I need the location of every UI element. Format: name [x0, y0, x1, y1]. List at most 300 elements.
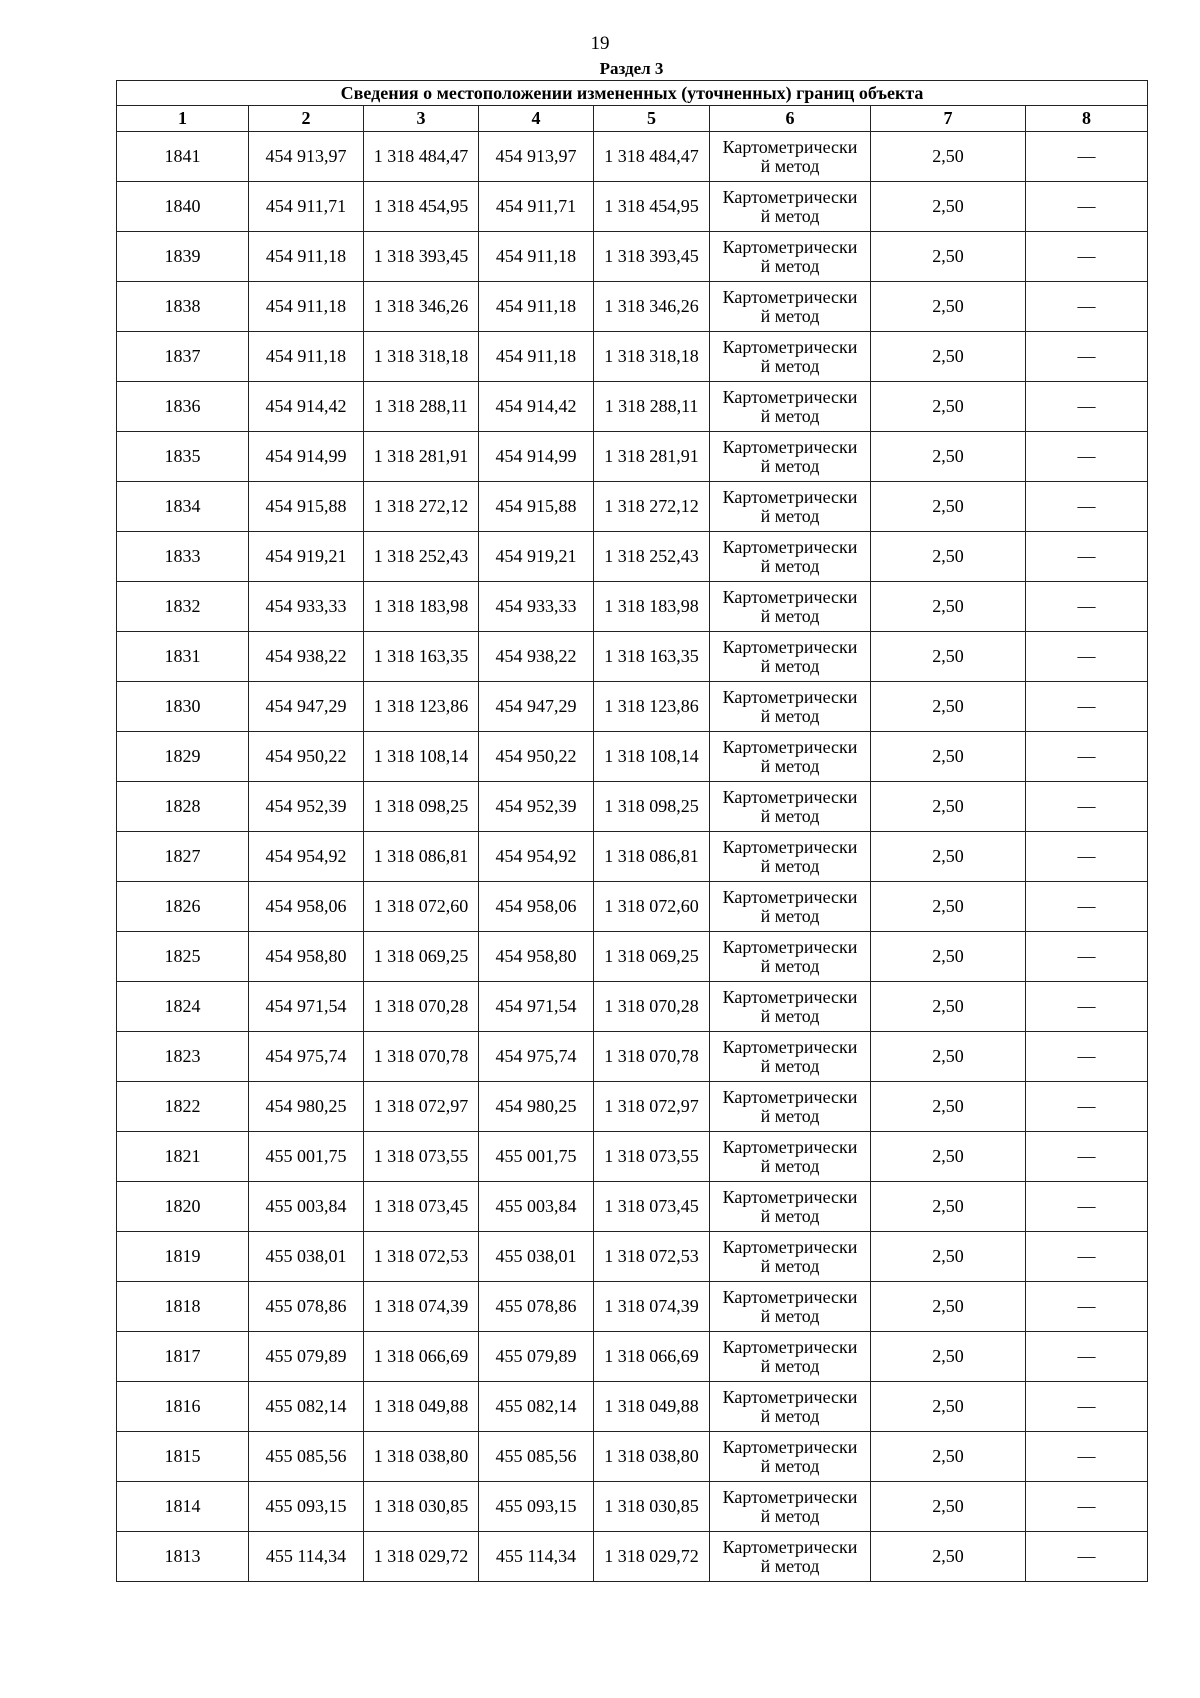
x-new-cell: 455 038,01 — [479, 1232, 594, 1282]
method-line: Картометрически — [722, 886, 858, 907]
y-existing-cell: 1 318 072,97 — [364, 1082, 479, 1132]
method-cell — [710, 1132, 871, 1182]
accuracy-cell: 2,50 — [871, 532, 1026, 582]
point-number-cell: 1839 — [117, 232, 249, 282]
y-new-cell: 1 318 029,72 — [594, 1532, 710, 1582]
method-line: й метод — [760, 1205, 820, 1226]
method-line: й метод — [760, 1255, 820, 1276]
point-number-cell: 1838 — [117, 282, 249, 332]
accuracy-cell: 2,50 — [871, 1082, 1026, 1132]
x-new-cell: 454 980,25 — [479, 1082, 594, 1132]
method-line: Картометрически — [722, 836, 858, 857]
y-existing-cell: 1 318 073,55 — [364, 1132, 479, 1182]
accuracy-cell: 2,50 — [871, 1132, 1026, 1182]
x-existing-cell: 455 001,75 — [249, 1132, 364, 1182]
note-cell: — — [1026, 282, 1148, 332]
y-existing-cell: 1 318 072,60 — [364, 882, 479, 932]
method-line: Картометрически — [722, 336, 858, 357]
y-existing-cell: 1 318 086,81 — [364, 832, 479, 882]
method-line: Картометрически — [722, 586, 858, 607]
y-existing-cell: 1 318 030,85 — [364, 1482, 479, 1532]
x-existing-cell: 455 114,34 — [249, 1532, 364, 1582]
accuracy-cell: 2,50 — [871, 1332, 1026, 1382]
y-existing-cell: 1 318 252,43 — [364, 532, 479, 582]
method-line: й метод — [760, 405, 820, 426]
point-number-cell: 1822 — [117, 1082, 249, 1132]
note-cell: — — [1026, 1282, 1148, 1332]
method-line: й метод — [760, 1505, 820, 1526]
method-line: Картометрически — [722, 736, 858, 757]
method-cell — [710, 732, 871, 782]
accuracy-cell: 2,50 — [871, 1482, 1026, 1532]
y-new-cell: 1 318 070,28 — [594, 982, 710, 1032]
point-number-cell: 1825 — [117, 932, 249, 982]
method-line: Картометрически — [722, 986, 858, 1007]
table-row — [117, 982, 1148, 1032]
method-cell — [710, 382, 871, 432]
method-cell — [710, 832, 871, 882]
note-cell: — — [1026, 1332, 1148, 1382]
x-existing-cell: 454 911,71 — [249, 182, 364, 232]
method-line: Картометрически — [722, 686, 858, 707]
table-row — [117, 532, 1148, 582]
method-line: й метод — [760, 705, 820, 726]
y-existing-cell: 1 318 038,80 — [364, 1432, 479, 1482]
table-row — [117, 782, 1148, 832]
method-line: Картометрически — [722, 536, 858, 557]
method-line: Картометрически — [722, 486, 858, 507]
note-cell: — — [1026, 1232, 1148, 1282]
x-new-cell: 454 911,18 — [479, 282, 594, 332]
method-line: Картометрически — [722, 786, 858, 807]
table-row — [117, 282, 1148, 332]
y-existing-cell: 1 318 272,12 — [364, 482, 479, 532]
x-new-cell: 455 001,75 — [479, 1132, 594, 1182]
x-new-cell: 454 947,29 — [479, 682, 594, 732]
table-row — [117, 1482, 1148, 1532]
note-cell: — — [1026, 1082, 1148, 1132]
note-cell: — — [1026, 182, 1148, 232]
y-new-cell: 1 318 484,47 — [594, 132, 710, 182]
y-new-cell: 1 318 272,12 — [594, 482, 710, 532]
y-new-cell: 1 318 072,53 — [594, 1232, 710, 1282]
note-cell: — — [1026, 932, 1148, 982]
method-line: Картометрически — [722, 1286, 858, 1307]
note-cell: — — [1026, 1032, 1148, 1082]
method-cell — [710, 1232, 871, 1282]
x-new-cell: 454 914,99 — [479, 432, 594, 482]
accuracy-cell: 2,50 — [871, 182, 1026, 232]
note-cell: — — [1026, 732, 1148, 782]
point-number-cell: 1826 — [117, 882, 249, 932]
y-new-cell: 1 318 163,35 — [594, 632, 710, 682]
x-existing-cell: 454 933,33 — [249, 582, 364, 632]
y-new-cell: 1 318 318,18 — [594, 332, 710, 382]
x-existing-cell: 454 913,97 — [249, 132, 364, 182]
note-cell: — — [1026, 532, 1148, 582]
accuracy-cell: 2,50 — [871, 1432, 1026, 1482]
point-number-cell: 1814 — [117, 1482, 249, 1532]
point-number-cell: 1837 — [117, 332, 249, 382]
method-line: й метод — [760, 1405, 820, 1426]
point-number-cell: 1841 — [117, 132, 249, 182]
y-new-cell: 1 318 074,39 — [594, 1282, 710, 1332]
table-row — [117, 1182, 1148, 1232]
y-new-cell: 1 318 072,97 — [594, 1082, 710, 1132]
y-new-cell: 1 318 030,85 — [594, 1482, 710, 1532]
table-row — [117, 632, 1148, 682]
method-cell — [710, 132, 871, 182]
point-number-cell: 1827 — [117, 832, 249, 882]
method-line: й метод — [760, 355, 820, 376]
x-existing-cell: 454 971,54 — [249, 982, 364, 1032]
table-row — [117, 932, 1148, 982]
method-cell — [710, 1532, 871, 1582]
method-cell — [710, 182, 871, 232]
accuracy-cell: 2,50 — [871, 382, 1026, 432]
accuracy-cell: 2,50 — [871, 632, 1026, 682]
y-existing-cell: 1 318 073,45 — [364, 1182, 479, 1232]
method-line: й метод — [760, 205, 820, 226]
point-number-cell: 1819 — [117, 1232, 249, 1282]
x-existing-cell: 454 947,29 — [249, 682, 364, 732]
y-new-cell: 1 318 123,86 — [594, 682, 710, 732]
point-number-cell: 1828 — [117, 782, 249, 832]
method-line: й метод — [760, 255, 820, 276]
y-existing-cell: 1 318 098,25 — [364, 782, 479, 832]
note-cell: — — [1026, 482, 1148, 532]
point-number-cell: 1832 — [117, 582, 249, 632]
method-cell — [710, 482, 871, 532]
note-cell: — — [1026, 1532, 1148, 1582]
point-number-cell: 1816 — [117, 1382, 249, 1432]
method-line: й метод — [760, 305, 820, 326]
note-cell: — — [1026, 432, 1148, 482]
note-cell: — — [1026, 582, 1148, 632]
point-number-cell: 1824 — [117, 982, 249, 1032]
y-new-cell: 1 318 252,43 — [594, 532, 710, 582]
accuracy-cell: 2,50 — [871, 832, 1026, 882]
y-existing-cell: 1 318 346,26 — [364, 282, 479, 332]
x-new-cell: 454 950,22 — [479, 732, 594, 782]
y-new-cell: 1 318 281,91 — [594, 432, 710, 482]
y-new-cell: 1 318 086,81 — [594, 832, 710, 882]
x-existing-cell: 454 919,21 — [249, 532, 364, 582]
table-row — [117, 232, 1148, 282]
y-new-cell: 1 318 073,55 — [594, 1132, 710, 1182]
table-row — [117, 832, 1148, 882]
y-new-cell: 1 318 066,69 — [594, 1332, 710, 1382]
x-existing-cell: 454 911,18 — [249, 232, 364, 282]
note-cell: — — [1026, 232, 1148, 282]
table-row — [117, 1132, 1148, 1182]
method-cell — [710, 682, 871, 732]
note-cell: — — [1026, 1482, 1148, 1532]
x-new-cell: 455 003,84 — [479, 1182, 594, 1232]
x-new-cell: 455 079,89 — [479, 1332, 594, 1382]
x-new-cell: 454 952,39 — [479, 782, 594, 832]
note-cell: — — [1026, 132, 1148, 182]
method-cell — [710, 1482, 871, 1532]
table-row — [117, 1432, 1148, 1482]
table-row — [117, 682, 1148, 732]
method-line: Картометрически — [722, 936, 858, 957]
method-line: й метод — [760, 1055, 820, 1076]
method-line: Картометрически — [722, 1136, 858, 1157]
method-cell — [710, 432, 871, 482]
x-new-cell: 454 914,42 — [479, 382, 594, 432]
accuracy-cell: 2,50 — [871, 1032, 1026, 1082]
method-line: й метод — [760, 455, 820, 476]
point-number-cell: 1818 — [117, 1282, 249, 1332]
x-existing-cell: 454 975,74 — [249, 1032, 364, 1082]
method-line: й метод — [760, 1155, 820, 1176]
table-row — [117, 1382, 1148, 1432]
table-row — [117, 182, 1148, 232]
y-new-cell: 1 318 069,25 — [594, 932, 710, 982]
accuracy-cell: 2,50 — [871, 1182, 1026, 1232]
point-number-cell: 1831 — [117, 632, 249, 682]
point-number-cell: 1829 — [117, 732, 249, 782]
column-number: 3 — [364, 106, 479, 132]
method-line: й метод — [760, 855, 820, 876]
column-number-row — [117, 106, 1148, 132]
method-line: Картометрически — [722, 1536, 858, 1557]
method-line: й метод — [760, 555, 820, 576]
method-line: й метод — [760, 155, 820, 176]
method-cell — [710, 882, 871, 932]
table-title: Сведения о местоположении измененных (уточненных) границ объекта — [117, 81, 1148, 106]
y-new-cell: 1 318 108,14 — [594, 732, 710, 782]
method-line: Картометрически — [722, 1236, 858, 1257]
y-new-cell: 1 318 393,45 — [594, 232, 710, 282]
method-cell — [710, 582, 871, 632]
y-new-cell: 1 318 288,11 — [594, 382, 710, 432]
method-cell — [710, 282, 871, 332]
point-number-cell: 1813 — [117, 1532, 249, 1582]
method-line: Картометрически — [722, 136, 858, 157]
x-existing-cell: 454 911,18 — [249, 282, 364, 332]
point-number-cell: 1817 — [117, 1332, 249, 1382]
method-cell — [710, 332, 871, 382]
method-line: Картометрически — [722, 1186, 858, 1207]
accuracy-cell: 2,50 — [871, 1382, 1026, 1432]
y-existing-cell: 1 318 484,47 — [364, 132, 479, 182]
x-existing-cell: 454 938,22 — [249, 632, 364, 682]
method-line: й метод — [760, 1005, 820, 1026]
section-heading: Раздел 3 — [599, 59, 664, 78]
y-existing-cell: 1 318 049,88 — [364, 1382, 479, 1432]
method-cell — [710, 982, 871, 1032]
x-existing-cell: 455 093,15 — [249, 1482, 364, 1532]
x-new-cell: 454 911,18 — [479, 232, 594, 282]
x-new-cell: 454 954,92 — [479, 832, 594, 882]
y-existing-cell: 1 318 070,28 — [364, 982, 479, 1032]
method-cell — [710, 1182, 871, 1232]
column-number: 2 — [249, 106, 364, 132]
x-new-cell: 454 971,54 — [479, 982, 594, 1032]
x-new-cell: 454 958,06 — [479, 882, 594, 932]
method-cell — [710, 1382, 871, 1432]
method-line: Картометрически — [722, 436, 858, 457]
point-number-cell: 1835 — [117, 432, 249, 482]
note-cell: — — [1026, 1382, 1148, 1432]
method-line: Картометрически — [722, 386, 858, 407]
y-new-cell: 1 318 073,45 — [594, 1182, 710, 1232]
y-existing-cell: 1 318 074,39 — [364, 1282, 479, 1332]
x-new-cell: 454 911,18 — [479, 332, 594, 382]
method-line: й метод — [760, 755, 820, 776]
note-cell: — — [1026, 332, 1148, 382]
method-line: й метод — [760, 505, 820, 526]
y-new-cell: 1 318 183,98 — [594, 582, 710, 632]
method-cell — [710, 932, 871, 982]
y-new-cell: 1 318 454,95 — [594, 182, 710, 232]
note-cell: — — [1026, 882, 1148, 932]
x-existing-cell: 454 915,88 — [249, 482, 364, 532]
table-row — [117, 882, 1148, 932]
y-existing-cell: 1 318 163,35 — [364, 632, 479, 682]
table-row — [117, 382, 1148, 432]
y-existing-cell: 1 318 029,72 — [364, 1532, 479, 1582]
accuracy-cell: 2,50 — [871, 782, 1026, 832]
y-existing-cell: 1 318 069,25 — [364, 932, 479, 982]
y-existing-cell: 1 318 393,45 — [364, 232, 479, 282]
table-row — [117, 332, 1148, 382]
method-line: й метод — [760, 1105, 820, 1126]
y-new-cell: 1 318 049,88 — [594, 1382, 710, 1432]
x-new-cell: 455 114,34 — [479, 1532, 594, 1582]
method-cell — [710, 532, 871, 582]
y-new-cell: 1 318 070,78 — [594, 1032, 710, 1082]
table-row — [117, 432, 1148, 482]
accuracy-cell: 2,50 — [871, 1232, 1026, 1282]
method-line: Картометрически — [722, 636, 858, 657]
x-new-cell: 454 915,88 — [479, 482, 594, 532]
accuracy-cell: 2,50 — [871, 982, 1026, 1032]
accuracy-cell: 2,50 — [871, 1282, 1026, 1332]
note-cell: — — [1026, 632, 1148, 682]
table-row — [117, 1532, 1148, 1582]
table-row — [117, 1032, 1148, 1082]
note-cell: — — [1026, 1182, 1148, 1232]
y-new-cell: 1 318 346,26 — [594, 282, 710, 332]
x-new-cell: 454 938,22 — [479, 632, 594, 682]
accuracy-cell: 2,50 — [871, 732, 1026, 782]
y-existing-cell: 1 318 070,78 — [364, 1032, 479, 1082]
x-new-cell: 454 975,74 — [479, 1032, 594, 1082]
method-cell — [710, 232, 871, 282]
x-existing-cell: 455 003,84 — [249, 1182, 364, 1232]
x-existing-cell: 455 079,89 — [249, 1332, 364, 1382]
method-line: й метод — [760, 1555, 820, 1576]
accuracy-cell: 2,50 — [871, 682, 1026, 732]
point-number-cell: 1823 — [117, 1032, 249, 1082]
method-line: й метод — [760, 1305, 820, 1326]
accuracy-cell: 2,50 — [871, 282, 1026, 332]
column-number: 1 — [117, 106, 249, 132]
method-line: Картометрически — [722, 1036, 858, 1057]
accuracy-cell: 2,50 — [871, 582, 1026, 632]
column-number: 8 — [1026, 106, 1148, 132]
note-cell: — — [1026, 682, 1148, 732]
point-number-cell: 1820 — [117, 1182, 249, 1232]
x-new-cell: 455 085,56 — [479, 1432, 594, 1482]
table-row — [117, 732, 1148, 782]
x-existing-cell: 454 950,22 — [249, 732, 364, 782]
accuracy-cell: 2,50 — [871, 932, 1026, 982]
point-number-cell: 1815 — [117, 1432, 249, 1482]
method-line: Картометрически — [722, 236, 858, 257]
accuracy-cell: 2,50 — [871, 332, 1026, 382]
method-line: Картометрически — [722, 286, 858, 307]
x-new-cell: 455 082,14 — [479, 1382, 594, 1432]
y-existing-cell: 1 318 318,18 — [364, 332, 479, 382]
x-existing-cell: 455 082,14 — [249, 1382, 364, 1432]
method-line: Картометрически — [722, 186, 858, 207]
x-existing-cell: 454 980,25 — [249, 1082, 364, 1132]
table-row — [117, 482, 1148, 532]
table-row — [117, 1232, 1148, 1282]
x-existing-cell: 455 078,86 — [249, 1282, 364, 1332]
method-cell — [710, 1032, 871, 1082]
y-existing-cell: 1 318 072,53 — [364, 1232, 479, 1282]
y-existing-cell: 1 318 288,11 — [364, 382, 479, 432]
column-number: 4 — [479, 106, 594, 132]
y-new-cell: 1 318 072,60 — [594, 882, 710, 932]
column-number: 6 — [710, 106, 871, 132]
x-new-cell: 455 078,86 — [479, 1282, 594, 1332]
x-existing-cell: 454 958,06 — [249, 882, 364, 932]
x-new-cell: 455 093,15 — [479, 1482, 594, 1532]
y-existing-cell: 1 318 454,95 — [364, 182, 479, 232]
x-existing-cell: 454 914,99 — [249, 432, 364, 482]
method-cell — [710, 782, 871, 832]
x-existing-cell: 454 914,42 — [249, 382, 364, 432]
x-existing-cell: 454 952,39 — [249, 782, 364, 832]
method-line: й метод — [760, 655, 820, 676]
x-existing-cell: 454 958,80 — [249, 932, 364, 982]
method-cell — [710, 1332, 871, 1382]
method-cell — [710, 1432, 871, 1482]
x-new-cell: 454 958,80 — [479, 932, 594, 982]
method-line: й метод — [760, 955, 820, 976]
accuracy-cell: 2,50 — [871, 882, 1026, 932]
note-cell: — — [1026, 1132, 1148, 1182]
note-cell: — — [1026, 782, 1148, 832]
x-existing-cell: 454 911,18 — [249, 332, 364, 382]
method-cell — [710, 632, 871, 682]
point-number-cell: 1821 — [117, 1132, 249, 1182]
column-number: 5 — [594, 106, 710, 132]
y-existing-cell: 1 318 066,69 — [364, 1332, 479, 1382]
point-number-cell: 1833 — [117, 532, 249, 582]
y-existing-cell: 1 318 183,98 — [364, 582, 479, 632]
method-cell — [710, 1082, 871, 1132]
coordinates-table — [116, 80, 1148, 1582]
x-new-cell: 454 911,71 — [479, 182, 594, 232]
x-existing-cell: 455 085,56 — [249, 1432, 364, 1482]
column-number: 7 — [871, 106, 1026, 132]
table-row — [117, 1282, 1148, 1332]
method-line: Картометрически — [722, 1086, 858, 1107]
y-existing-cell: 1 318 281,91 — [364, 432, 479, 482]
y-new-cell: 1 318 038,80 — [594, 1432, 710, 1482]
method-line: й метод — [760, 1455, 820, 1476]
method-line: й метод — [760, 605, 820, 626]
method-line: й метод — [760, 905, 820, 926]
point-number-cell: 1836 — [117, 382, 249, 432]
